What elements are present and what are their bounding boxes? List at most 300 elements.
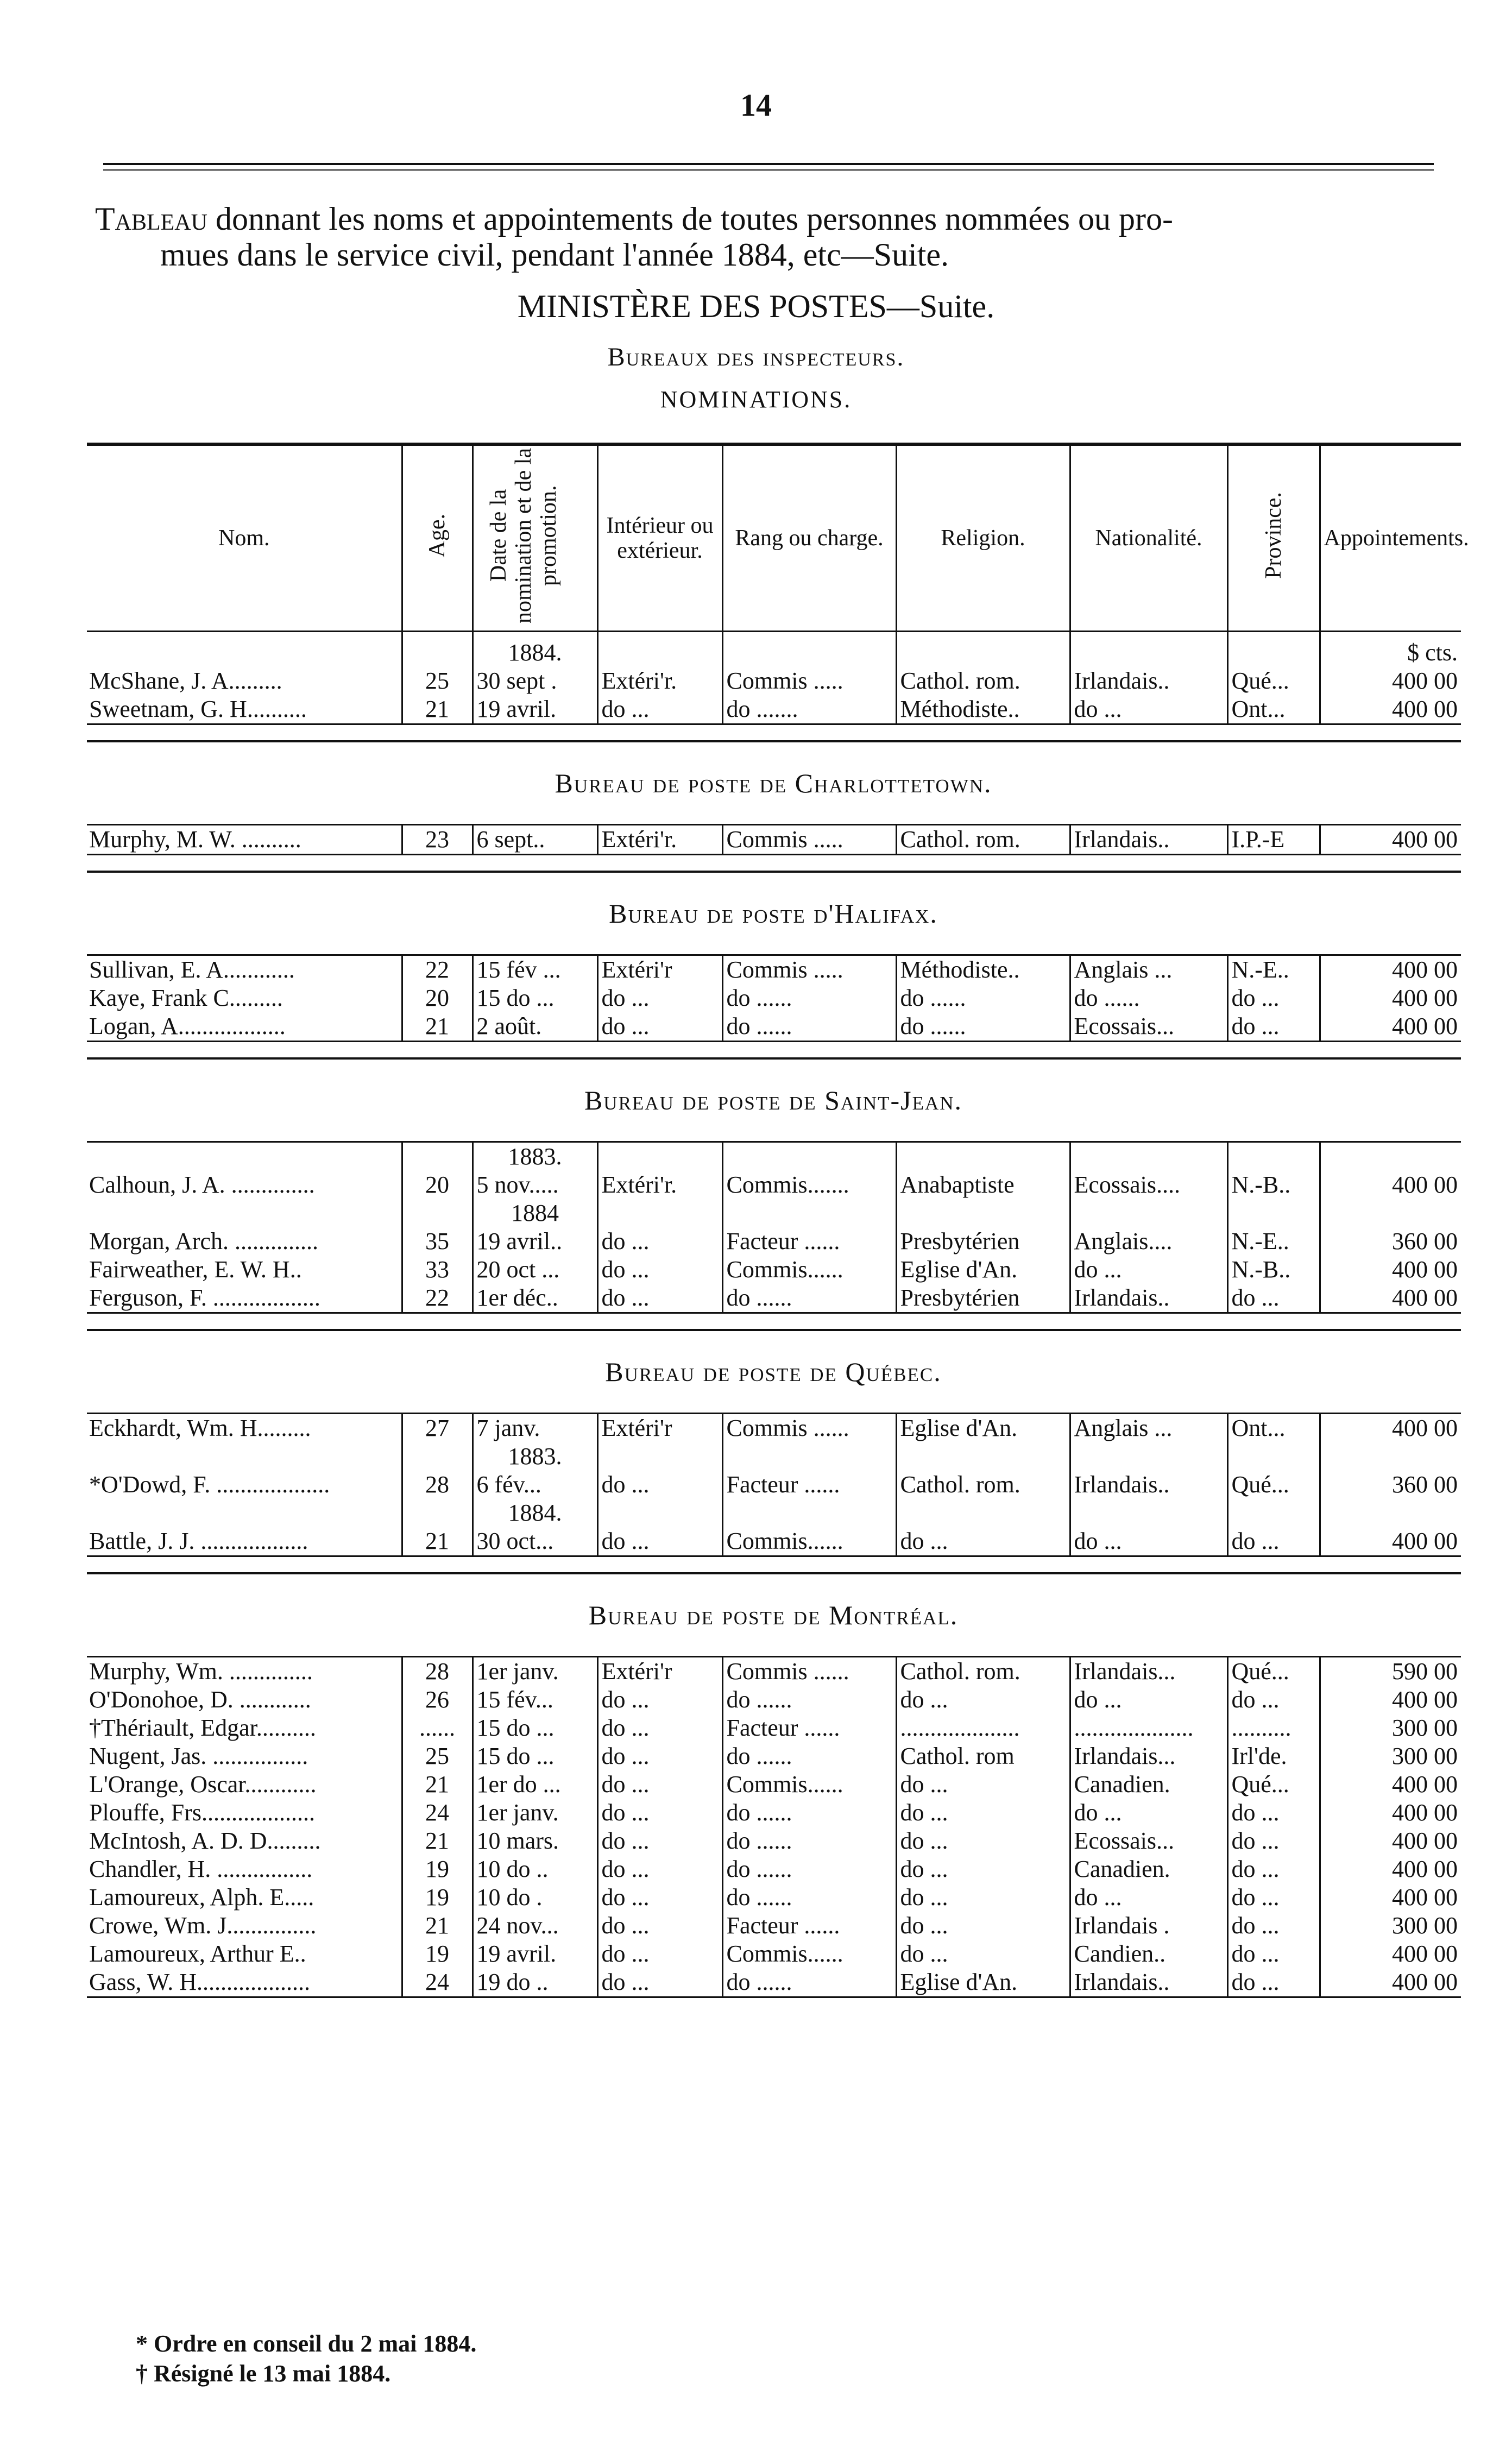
spacer-cell	[472, 1042, 597, 1059]
cell-age: 27	[402, 1414, 472, 1443]
cell-rang: do ......	[722, 1799, 896, 1827]
cell-prov: do ...	[1227, 1883, 1320, 1912]
cell-prov: do ...	[1227, 1284, 1320, 1313]
cell-int: do ...	[597, 1912, 722, 1940]
spacer-cell	[597, 1042, 722, 1059]
cell-app: 400 00	[1320, 1686, 1461, 1714]
appointments-table	[87, 443, 1469, 2013]
cell-app: 400 00	[1320, 1527, 1461, 1556]
cell-nat: Irlandais..	[1070, 667, 1227, 695]
cell-nom: Gass, W. H...................	[87, 1968, 402, 1997]
cell-age: 21	[402, 1770, 472, 1799]
cell-rel: do ...	[896, 1827, 1070, 1855]
cell-rang: Commis.......	[722, 1171, 896, 1199]
cell-app	[1320, 1142, 1461, 1171]
cell-nat: Candien..	[1070, 1940, 1227, 1968]
spacer-cell	[1320, 855, 1461, 872]
section-title: Bureau de poste de Saint-Jean.	[584, 1085, 963, 1115]
cell-rang: Facteur ......	[722, 1227, 896, 1256]
cell-nom: Kaye, Frank C.........	[89, 985, 283, 1011]
header-rang: Rang ou charge.	[722, 444, 896, 632]
table-row	[87, 695, 1461, 724]
cell-nat: Ecossais....	[1070, 1171, 1227, 1199]
cell-age: 24	[402, 1968, 472, 1997]
cell-age	[402, 1199, 472, 1227]
spacer-row	[87, 1042, 1461, 1059]
section-title: Bureau de poste d'Halifax.	[609, 898, 938, 929]
cell-app: 400 00	[1320, 984, 1461, 1012]
cell-nat	[1070, 1442, 1227, 1471]
cell-nat: Anglais ...	[1070, 1414, 1227, 1443]
cell-prov: N.-B..	[1227, 1256, 1320, 1284]
cell-nom: Battle, J. J. ..................	[87, 1527, 402, 1556]
table-body	[87, 632, 1461, 2014]
cell-rel	[896, 1499, 1070, 1527]
cell-nom: Murphy, Wm. ..............	[89, 1658, 313, 1685]
table-row	[87, 1657, 1461, 1686]
cell-date: 1er janv.	[472, 1799, 597, 1827]
spacer-cell	[722, 1556, 896, 1574]
cell-nom: Ferguson, F. ..................	[87, 1284, 402, 1313]
cell-app: 400 00	[1320, 1883, 1461, 1912]
cell-rel: Presbytérien	[896, 1284, 1070, 1313]
section-heading	[87, 1058, 1461, 1142]
cell-age	[402, 1499, 472, 1527]
cell-date: 6 fév...	[472, 1471, 597, 1499]
cell-rang: do .......	[722, 695, 896, 724]
spacer-cell	[1227, 1042, 1320, 1059]
header-interieur: Intérieur ou extérieur.	[597, 444, 722, 632]
cell-nom: Lamoureux, Alph. E.....	[89, 1884, 314, 1911]
section-title: Bureau de poste de Montréal.	[588, 1600, 959, 1630]
header-date: Date de la nomination et de la promotion.	[472, 444, 597, 632]
cell-rel: Méthodiste..	[896, 955, 1070, 985]
table-row	[87, 1256, 1461, 1284]
cell-rang: Commis ......	[722, 1414, 896, 1443]
empty-cell	[87, 632, 402, 667]
spacer-cell	[402, 1313, 472, 1331]
spacer-row	[87, 724, 1461, 742]
cell-app: 400 00	[1320, 825, 1461, 855]
cell-date: 19 avril..	[472, 1227, 597, 1256]
cell-int	[597, 1442, 722, 1471]
table-row	[87, 1199, 1461, 1227]
cell-nom: †Thériault, Edgar..........	[89, 1714, 316, 1741]
cell-nat: Irlandais..	[1070, 825, 1227, 855]
cell-app: 400 00	[1320, 1284, 1461, 1313]
cell-prov: do ...	[1227, 1912, 1320, 1940]
spacer-cell	[87, 1042, 402, 1059]
caption-text: donnant les noms et appointements de toutes personnes nommées ou pro-	[215, 201, 1173, 237]
cell-date: 15 do ...	[472, 1742, 597, 1770]
cell-app: 360 00	[1320, 1471, 1461, 1499]
empty-cell	[722, 632, 896, 667]
cell-rang: do ......	[722, 984, 896, 1012]
cell-app: 400 00	[1320, 1770, 1461, 1799]
cell-nat: do ...	[1070, 1527, 1227, 1556]
cell-int: do ...	[597, 984, 722, 1012]
table-row	[87, 1284, 1461, 1313]
cell-app: 400 00	[1320, 695, 1461, 724]
table-row	[87, 825, 1461, 855]
cell-nom: Fairweather, E. W. H..	[89, 1256, 302, 1283]
cell-age: ......	[402, 1714, 472, 1742]
cell-prov	[1227, 1199, 1320, 1227]
cell-int: do ...	[597, 1471, 722, 1499]
cell-date: 1883.	[472, 1442, 597, 1471]
cell-nom: Morgan, Arch. ..............	[89, 1228, 319, 1254]
table-row	[87, 1171, 1461, 1199]
spacer-cell	[896, 1556, 1070, 1574]
spacer-cell	[1070, 855, 1227, 872]
table-row	[87, 1940, 1461, 1968]
cell-int: do ...	[597, 1827, 722, 1855]
cell-date: 1884.	[472, 1499, 597, 1527]
cell-date: 15 do ...	[472, 984, 597, 1012]
cell-int: Extéri'r	[597, 1414, 722, 1443]
cell-rang: do ......	[722, 1686, 896, 1714]
cell-nom	[87, 1199, 402, 1227]
cell-nom: Plouffe, Frs...................	[89, 1799, 315, 1826]
empty-cell	[1227, 632, 1320, 667]
cell-rang: Facteur ......	[722, 1471, 896, 1499]
cell-date: 5 nov.....	[472, 1171, 597, 1199]
cell-rel: Cathol. rom.	[896, 1471, 1070, 1499]
cell-app: 400 00	[1320, 667, 1461, 695]
cell-rel: do ...	[896, 1686, 1070, 1714]
cell-prov: do ...	[1227, 1527, 1320, 1556]
cell-age: 28	[402, 1657, 472, 1686]
cell-nom: Sullivan, E. A............	[89, 956, 295, 983]
cell-int: do ...	[597, 1012, 722, 1042]
cell-nat: do ...	[1070, 1883, 1227, 1912]
cell-rel: do ......	[896, 984, 1070, 1012]
section-heading	[87, 1573, 1461, 1657]
spacer-row	[87, 1313, 1461, 1331]
table-row	[87, 1414, 1461, 1443]
cell-app: 400 00	[1320, 1414, 1461, 1443]
cell-nat: do ......	[1070, 984, 1227, 1012]
section-heading	[87, 1330, 1461, 1414]
cell-prov: N.-E..	[1227, 955, 1320, 985]
cell-rel: Presbytérien	[896, 1227, 1070, 1256]
spacer-cell	[402, 1556, 472, 1574]
cell-nat: Irlandais...	[1070, 1657, 1227, 1686]
cell-rel: do ...	[896, 1799, 1070, 1827]
cell-nom: *O'Dowd, F. ...................	[89, 1471, 330, 1498]
cell-nat: Anglais....	[1070, 1227, 1227, 1256]
table-row	[87, 1142, 1461, 1171]
cell-rel: Cathol. rom.	[896, 667, 1070, 695]
cell-age	[402, 1142, 472, 1171]
table-row	[87, 667, 1461, 695]
cell-rang: Commis......	[722, 1527, 896, 1556]
cell-age: 21	[402, 1012, 472, 1042]
cell-rang	[722, 1499, 896, 1527]
spacer-cell	[472, 724, 597, 742]
cell-nat: Irlandais..	[1070, 1968, 1227, 1997]
cell-rel: do ......	[896, 1012, 1070, 1042]
cell-int: do ...	[597, 1855, 722, 1883]
cell-date: 7 janv.	[472, 1414, 597, 1443]
cell-prov	[1227, 1142, 1320, 1171]
spacer-cell	[87, 855, 402, 872]
cell-prov: do ...	[1227, 1855, 1320, 1883]
table-row	[87, 1827, 1461, 1855]
year-row	[87, 632, 1461, 667]
spacer-cell	[896, 855, 1070, 872]
cell-rel: Cathol. rom.	[896, 1657, 1070, 1686]
cell-app	[1320, 1199, 1461, 1227]
cell-rel: do ...	[896, 1527, 1070, 1556]
cell-prov: do ...	[1227, 1940, 1320, 1968]
table-row	[87, 1499, 1461, 1527]
cell-prov: Qué...	[1227, 667, 1320, 695]
spacer-cell	[1070, 1042, 1227, 1059]
cell-date: 20 oct ...	[472, 1256, 597, 1284]
cell-date: 19 avril.	[472, 695, 597, 724]
cell-rel	[896, 1142, 1070, 1171]
table-caption	[95, 201, 1447, 273]
cell-age: 20	[402, 984, 472, 1012]
cell-int	[597, 1199, 722, 1227]
cell-date: 15 do ...	[472, 1714, 597, 1742]
cell-int	[597, 1142, 722, 1171]
spacer-cell	[597, 1313, 722, 1331]
empty-cell	[402, 632, 472, 667]
cell-rel: ....................	[896, 1714, 1070, 1742]
cell-nat: Irlandais...	[1070, 1742, 1227, 1770]
cell-prov: ..........	[1227, 1714, 1320, 1742]
table-row	[87, 1912, 1461, 1940]
cell-rang: Commis .....	[722, 667, 896, 695]
cell-rel: Eglise d'An.	[896, 1256, 1070, 1284]
spacer-cell	[402, 1042, 472, 1059]
spacer-row	[87, 1556, 1461, 1574]
cell-rang: Commis......	[722, 1940, 896, 1968]
cell-int: do ...	[597, 1799, 722, 1827]
cell-rel: Cathol. rom.	[896, 825, 1070, 855]
table-row	[87, 1968, 1461, 1997]
cell-nat: do ...	[1070, 1799, 1227, 1827]
cell-rang	[722, 1199, 896, 1227]
cell-age: 19	[402, 1940, 472, 1968]
cell-int: do ...	[597, 1883, 722, 1912]
cell-nat: Irlandais..	[1070, 1471, 1227, 1499]
cell-nom: Murphy, M. W. ..........	[87, 825, 402, 855]
spacer-cell	[722, 855, 896, 872]
cell-prov: Qué...	[1227, 1770, 1320, 1799]
cell-nat: ....................	[1070, 1714, 1227, 1742]
cell-rang: do ......	[722, 1742, 896, 1770]
cell-nom: Nugent, Jas. ................	[89, 1743, 308, 1769]
cell-age: 19	[402, 1855, 472, 1883]
cell-nom: Logan, A..................	[87, 1012, 402, 1042]
header-nationalite: Nationalité.	[1070, 444, 1227, 632]
empty-cell	[597, 632, 722, 667]
table-row	[87, 1471, 1461, 1499]
empty-cell	[1070, 632, 1227, 667]
cell-rang: Facteur ......	[722, 1912, 896, 1940]
cell-rel: do ...	[896, 1912, 1070, 1940]
cell-date: 2 août.	[472, 1012, 597, 1042]
cell-date: 24 nov...	[472, 1912, 597, 1940]
spacer-cell	[402, 1997, 472, 2014]
spacer-cell	[402, 855, 472, 872]
cell-prov: do ...	[1227, 1827, 1320, 1855]
cell-nat: Irlandais .	[1070, 1912, 1227, 1940]
spacer-cell	[1227, 724, 1320, 742]
cell-int: Extéri'r.	[597, 1171, 722, 1199]
cell-nom: Eckhardt, Wm. H.........	[89, 1415, 311, 1441]
cell-app: 400 00	[1320, 1799, 1461, 1827]
cell-app: 400 00	[1320, 1855, 1461, 1883]
cell-prov	[1227, 1499, 1320, 1527]
cell-prov: Irl'de.	[1227, 1742, 1320, 1770]
page-number: 14	[740, 87, 772, 123]
cell-age: 26	[402, 1686, 472, 1714]
cell-app: 300 00	[1320, 1912, 1461, 1940]
cell-app	[1320, 1442, 1461, 1471]
cell-age: 23	[402, 825, 472, 855]
spacer-cell	[597, 724, 722, 742]
spacer-cell	[722, 1042, 896, 1059]
spacer-cell	[1070, 724, 1227, 742]
cell-rel: do ...	[896, 1940, 1070, 1968]
header-age: Age.	[402, 444, 472, 632]
cell-prov: do ...	[1227, 1012, 1320, 1042]
cell-date: 15 fév ...	[472, 955, 597, 985]
spacer-cell	[597, 855, 722, 872]
table-row	[87, 1686, 1461, 1714]
cell-int: do ...	[597, 1284, 722, 1313]
spacer-cell	[722, 1313, 896, 1331]
spacer-cell	[472, 1997, 597, 2014]
cell-date: 19 do ..	[472, 1968, 597, 1997]
cell-age: 19	[402, 1883, 472, 1912]
cell-date: 1er déc..	[472, 1284, 597, 1313]
spacer-cell	[1070, 1556, 1227, 1574]
cell-app: 300 00	[1320, 1742, 1461, 1770]
cell-age: 28	[402, 1471, 472, 1499]
cell-nom	[87, 1142, 402, 1171]
cell-rel: Méthodiste..	[896, 695, 1070, 724]
cell-rang	[722, 1442, 896, 1471]
cell-prov: do ...	[1227, 1968, 1320, 1997]
cell-date: 1er do ...	[472, 1770, 597, 1799]
cell-int: do ...	[597, 1714, 722, 1742]
cell-rang: Commis .....	[722, 825, 896, 855]
cell-prov: Ont...	[1227, 695, 1320, 724]
table-row	[87, 1883, 1461, 1912]
caption-line-2: mues dans le service civil, pendant l'année 1884, etc—Suite.	[160, 237, 949, 273]
cell-rel: Anabaptiste	[896, 1171, 1070, 1199]
spacer-cell	[1320, 1556, 1461, 1574]
cell-int: do ...	[597, 1968, 722, 1997]
cell-prov: do ...	[1227, 1799, 1320, 1827]
table-row	[87, 984, 1461, 1012]
cell-int: do ...	[597, 695, 722, 724]
cell-rang: Commis......	[722, 1770, 896, 1799]
cell-prov: do ...	[1227, 1686, 1320, 1714]
section-title: Bureau de poste de Québec.	[605, 1357, 942, 1387]
cell-rel	[896, 1199, 1070, 1227]
cell-nat: Anglais ...	[1070, 955, 1227, 985]
cell-age: 24	[402, 1799, 472, 1827]
cell-prov: I.P.-E	[1227, 825, 1320, 855]
section-heading	[87, 872, 1461, 955]
spacer-row	[87, 855, 1461, 872]
ministry-title: MINISTÈRE DES POSTES—Suite.	[517, 288, 995, 324]
cell-age: 22	[402, 955, 472, 985]
spacer-cell	[402, 724, 472, 742]
cell-rang: do ......	[722, 1012, 896, 1042]
cell-app: 400 00	[1320, 955, 1461, 985]
cell-prov: Qué...	[1227, 1657, 1320, 1686]
cell-prov: Ont...	[1227, 1414, 1320, 1443]
cell-nat: Irlandais..	[1070, 1284, 1227, 1313]
cell-rang: do ......	[722, 1827, 896, 1855]
spacer-cell	[87, 1556, 402, 1574]
cell-app: 400 00	[1320, 1940, 1461, 1968]
cell-nom	[87, 1442, 402, 1471]
cell-nom: Chandler, H. ................	[89, 1856, 313, 1882]
spacer-cell	[1070, 1313, 1227, 1331]
cell-int: do ...	[597, 1527, 722, 1556]
cell-nat	[1070, 1142, 1227, 1171]
cell-int: Extéri'r.	[597, 825, 722, 855]
cell-nom: O'Donohoe, D. ............	[89, 1686, 311, 1713]
table-row	[87, 1770, 1461, 1799]
spacer-cell	[1320, 1313, 1461, 1331]
cell-age: 25	[402, 1742, 472, 1770]
cell-nat: Canadien.	[1070, 1770, 1227, 1799]
cell-prov: Qué...	[1227, 1471, 1320, 1499]
table-row	[87, 1012, 1461, 1042]
spacer-cell	[472, 1313, 597, 1331]
cell-rang: do ......	[722, 1284, 896, 1313]
cell-rel: do ...	[896, 1855, 1070, 1883]
cell-app: 360 00	[1320, 1227, 1461, 1256]
cell-nom: L'Orange, Oscar............	[89, 1771, 317, 1798]
nominations-heading: NOMINATIONS.	[660, 386, 852, 413]
spacer-cell	[1320, 724, 1461, 742]
cell-age: 22	[402, 1284, 472, 1313]
cell-rel: do ...	[896, 1770, 1070, 1799]
cell-rel: do ...	[896, 1883, 1070, 1912]
cell-app: 400 00	[1320, 1827, 1461, 1855]
spacer-row	[87, 1997, 1461, 2014]
spacer-cell	[896, 1313, 1070, 1331]
spacer-cell	[87, 724, 402, 742]
table-row	[87, 1442, 1461, 1471]
cell-nom: Sweetnam, G. H..........	[87, 695, 402, 724]
subheading: Bureaux des inspecteurs.	[607, 343, 905, 371]
cell-app: 400 00	[1320, 1012, 1461, 1042]
header-religion: Religion.	[896, 444, 1070, 632]
spacer-cell	[1227, 1997, 1320, 2014]
cell-int: do ...	[597, 1940, 722, 1968]
cell-app: 400 00	[1320, 1171, 1461, 1199]
cell-rang: do ......	[722, 1855, 896, 1883]
spacer-cell	[597, 1556, 722, 1574]
cell-rang: Commis......	[722, 1256, 896, 1284]
year-cell: 1884.	[472, 632, 597, 667]
footnote-2: † Résigné le 13 mai 1884.	[136, 2360, 391, 2387]
cell-nom: Lamoureux, Arthur E..	[89, 1940, 306, 1967]
spacer-cell	[87, 1313, 402, 1331]
footnote-1: * Ordre en conseil du 2 mai 1884.	[136, 2330, 477, 2357]
